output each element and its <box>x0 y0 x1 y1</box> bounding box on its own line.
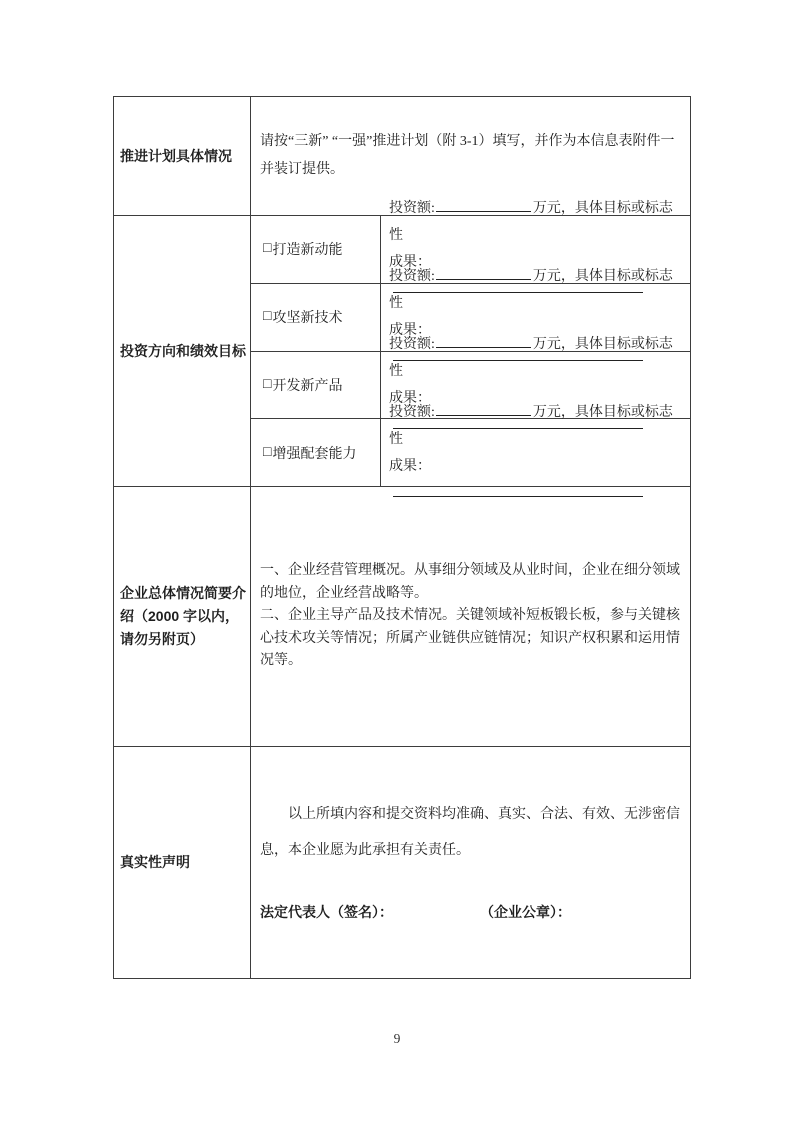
legal-representative-signature-label: 法定代表人（签名）： <box>260 904 393 920</box>
signature-line <box>260 902 681 922</box>
amount-suffix: 万元，具体目标或标志性 <box>389 269 673 312</box>
amount-suffix: 万元，具体目标或标志性 <box>389 336 673 379</box>
option-label: 打造新动能 <box>272 243 343 259</box>
amount-line <box>389 331 683 385</box>
option-develop-new-products[interactable] <box>251 352 381 419</box>
invest-subrow-support-capacity <box>251 404 690 486</box>
row-label-investment: 投资方向和绩效目标 <box>114 216 251 486</box>
checkbox-icon[interactable]: □ <box>263 309 272 325</box>
option-label: 开发新产品 <box>272 378 343 394</box>
amount-line <box>389 195 683 249</box>
row-company-overview <box>114 486 690 746</box>
amount-line <box>389 263 683 317</box>
company-seal-label: （企业公章）： <box>480 904 571 920</box>
checkbox-icon[interactable]: □ <box>263 444 272 460</box>
amount-suffix: 万元，具体目标或标志性 <box>389 404 673 447</box>
invest-detail <box>381 404 690 486</box>
amount-label: 投资额: <box>389 201 435 217</box>
company-overview-content <box>251 487 690 746</box>
overview-paragraph-1: 一、企业经营管理概况。从事细分领域及从业时间，企业在细分领域的地位，企业经营战略等。 <box>260 563 680 601</box>
investment-subrows <box>251 201 690 486</box>
overview-paragraph-2: 二、企业主导产品及技术情况。关键领域补短板锻长板，参与关键核心技术攻关等情况；所属产业链供应链情况；知识产权积累和运用情况等。 <box>260 608 680 669</box>
declaration-content <box>251 747 690 978</box>
page-number: 9 <box>393 1031 401 1046</box>
option-tackle-new-tech[interactable] <box>251 284 381 351</box>
amount-blank[interactable] <box>436 333 531 348</box>
row-label-truth-declaration: 真实性声明 <box>114 747 251 978</box>
result-label: 成果： <box>389 458 431 474</box>
amount-label: 投资额: <box>389 404 435 420</box>
amount-label: 投资额: <box>389 269 435 285</box>
row-label-company-overview: 企业总体情况简要介绍（2000 字以内，请勿另附页） <box>114 487 251 746</box>
amount-blank[interactable] <box>436 401 531 416</box>
row-truth-declaration <box>114 746 690 978</box>
result-label: 成果： <box>389 255 431 271</box>
plan-content: 请按“三新” “一强”推进计划（附 3-1）填写，并作为本信息表附件一并装订提供。 <box>260 134 675 177</box>
amount-label: 投资额: <box>389 336 435 352</box>
result-label: 成果： <box>389 390 431 406</box>
amount-line <box>389 399 683 453</box>
option-build-new-momentum[interactable] <box>251 216 381 283</box>
row-label-plan: 推进计划具体情况 <box>114 97 251 215</box>
checkbox-icon[interactable]: □ <box>263 241 272 257</box>
amount-blank[interactable] <box>436 265 531 280</box>
result-label: 成果： <box>389 323 431 339</box>
amount-blank[interactable] <box>436 197 531 212</box>
option-label: 增强配套能力 <box>272 446 357 462</box>
form-table <box>113 96 691 979</box>
declaration-paragraph: 以上所填内容和提交资料均准确、真实、合法、有效、无涉密信息，本企业愿为此承担有关责任。 <box>260 807 680 858</box>
row-investment <box>114 201 690 486</box>
amount-suffix: 万元，具体目标或标志性 <box>389 201 673 244</box>
option-strengthen-support-capacity[interactable] <box>251 419 381 486</box>
checkbox-icon[interactable]: □ <box>263 376 272 392</box>
option-label: 攻坚新技术 <box>272 311 343 327</box>
